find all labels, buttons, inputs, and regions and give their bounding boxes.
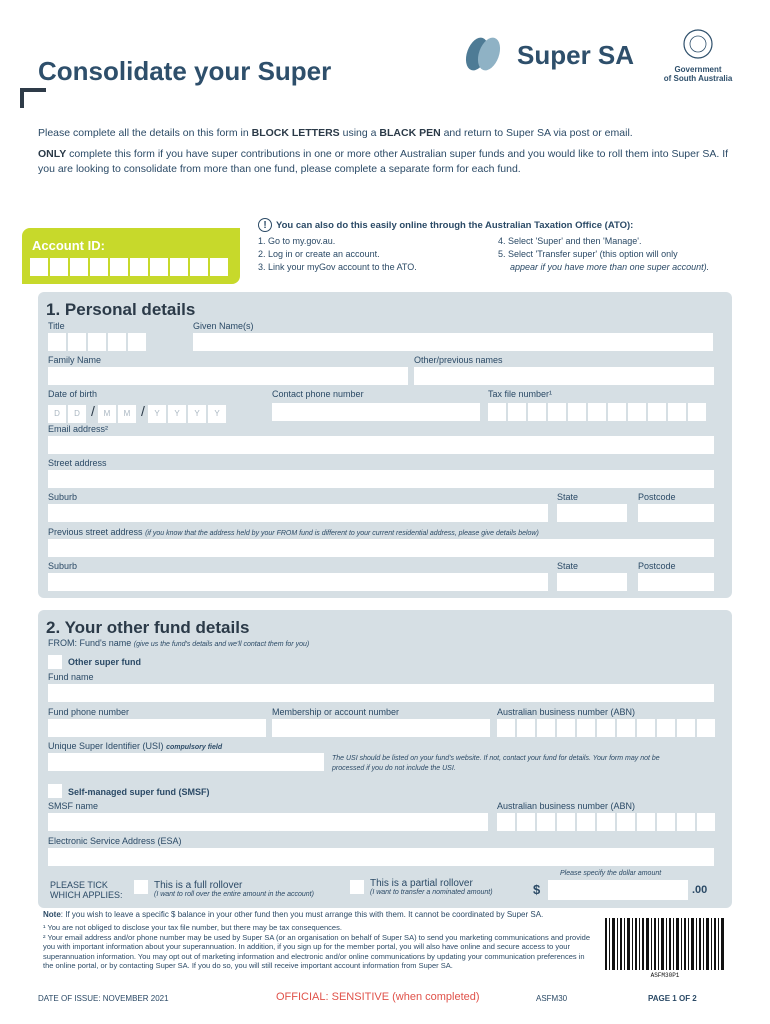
dollar-sign: $ <box>533 882 541 897</box>
phone-label: Contact phone number <box>272 389 364 399</box>
usi-input[interactable] <box>48 753 324 771</box>
brand-name: Super SA <box>517 40 635 70</box>
smsf-name-label: SMSF name <box>48 801 99 811</box>
suburb2-label: Suburb <box>48 561 78 571</box>
full-rollover-checkbox[interactable] <box>134 880 148 894</box>
account-id-label: Account ID: <box>32 238 105 253</box>
partial-rollover-checkbox[interactable] <box>350 880 364 894</box>
fund-phone-label: Fund phone number <box>48 707 130 717</box>
given-name-input[interactable] <box>193 333 713 351</box>
state-input[interactable] <box>557 504 627 522</box>
smsf-label: Self-managed super fund (SMSF) <box>68 787 210 797</box>
usi-note: The USI should be listed on your fund's website. If not, contact your fund for details. Your form may not be processed if you do not include the USI. <box>332 755 660 772</box>
fund-phone-input[interactable] <box>48 719 266 737</box>
fund-details-heading: 2. Your other fund details <box>46 618 250 637</box>
note-text: Note: If you wish to leave a specific $ balance in your other fund then you must arrange this with them. It cannot be coordinated by Super SA. <box>43 910 544 919</box>
esa-input[interactable] <box>48 848 714 866</box>
membership-input[interactable] <box>272 719 490 737</box>
from-label: FROM: Fund's name (give us the fund's details and we'll contact them for you) <box>48 638 310 648</box>
warning-icon: ! <box>258 218 272 232</box>
issue-date: DATE OF ISSUE: NOVEMBER 2021 <box>38 994 169 1003</box>
fund-name-input[interactable] <box>48 684 714 702</box>
fund-name-label: Fund name <box>48 672 94 682</box>
title-input[interactable] <box>48 333 148 356</box>
footnotes: ¹ You are not obliged to disclose your tax file number, but there may be tax consequences. ² Your email address and/or phone number may be used by Super SA (or an organisation on behalf of Super SA) to send you marketing communications and provide you with important information about your superannuation. In addition, if you sign up for the member portal, you will also have online and secure access to your superannuation information. You may opt out of marketing information and electronic and/or online communications by updating your communication preferences in the online portal, or by contacting Super SA. If you do so, you will still receive important account information from Super SA. <box>43 923 590 970</box>
smsf-name-input[interactable] <box>48 813 488 831</box>
specify-note: Please specify the dollar amount <box>560 870 662 877</box>
account-id-input[interactable] <box>30 258 228 276</box>
full-rollover-note: (I want to roll over the entire amount in the account) <box>154 891 314 898</box>
street-label: Street address <box>48 458 107 468</box>
family-name-input[interactable] <box>48 367 408 385</box>
abn2-input[interactable] <box>497 813 717 836</box>
tfn-label: Tax file number¹ <box>488 389 553 399</box>
other-super-label: Other super fund <box>68 657 142 667</box>
partial-rollover-note: (I want to transfer a nominated amount) <box>370 889 493 896</box>
abn2-label: Australian business number (ABN) <box>497 801 636 811</box>
intro-text: Please complete all the details on this form in BLOCK LETTERS using a BLACK PEN and return to Super SA via post or email. ONLY complete this form if you have super contributions in one or more other Australian super funds and you would like to roll them into Super SA. If you are looking to consolidate from more than one fund, please complete a separate form for each fund. <box>38 127 729 175</box>
membership-label: Membership or account number <box>272 707 400 717</box>
partial-rollover-label: This is a partial rollover <box>370 878 473 889</box>
other-names-label: Other/previous names <box>414 355 503 365</box>
barcode <box>605 918 725 978</box>
dob-input[interactable]: D D / M M / Y Y Y Y <box>48 403 228 423</box>
page-title: Consolidate your Super <box>38 56 332 86</box>
prev-street-label: Previous street address (if you know that the address held by your FROM fund is different to your current residential address, please give details below) <box>48 527 539 537</box>
smsf-checkbox[interactable] <box>48 784 62 798</box>
given-name-label: Given Name(s) <box>193 321 254 331</box>
postcode-input[interactable] <box>638 504 714 522</box>
state2-label: State <box>557 561 579 571</box>
other-names-input[interactable] <box>414 367 714 385</box>
gov-line-2: of South Australia <box>663 74 733 83</box>
family-name-label: Family Name <box>48 355 102 365</box>
abn-label: Australian business number (ABN) <box>497 707 636 717</box>
email-label: Email address² <box>48 424 109 434</box>
suburb-label: Suburb <box>48 492 78 502</box>
postcode2-input[interactable] <box>638 573 714 591</box>
postcode2-label: Postcode <box>638 561 676 571</box>
street-input[interactable] <box>48 470 714 488</box>
page-number: PAGE 1 OF 2 <box>648 994 697 1003</box>
personal-details-heading: 1. Personal details <box>46 300 196 319</box>
tick-label: PLEASE TICK WHICH APPLIES: <box>50 880 123 900</box>
ato-info: ! You can also do this easily online through the Australian Taxation Office (ATO): 1. Go to my.gov.au. 2. Log in or create an account. 3. Link your myGov account to the ATO. 4. Select 'Super' and then 'Manage'. 5. Select 'Transfer super' (this option will only appear if you have more than one super account). <box>258 219 710 272</box>
gov-line-1: Government <box>674 65 722 74</box>
amount-input[interactable] <box>548 880 688 900</box>
postcode-label: Postcode <box>638 492 676 502</box>
official-sensitive: OFFICIAL: SENSITIVE (when completed) <box>276 991 480 1003</box>
account-id-box <box>22 228 240 284</box>
full-rollover-label: This is a full rollover <box>154 880 243 891</box>
email-input[interactable] <box>48 436 714 454</box>
state-label: State <box>557 492 579 502</box>
tfn-input[interactable] <box>488 403 708 426</box>
cents-label: .00 <box>692 884 708 896</box>
super-sa-logo <box>455 28 745 88</box>
title-label: Title <box>48 321 65 331</box>
state2-input[interactable] <box>557 573 627 591</box>
other-super-checkbox[interactable] <box>48 655 62 669</box>
abn-input[interactable] <box>497 719 717 742</box>
dob-label: Date of birth <box>48 389 98 399</box>
form-code: ASFM30 <box>536 994 568 1003</box>
esa-label: Electronic Service Address (ESA) <box>48 836 182 846</box>
phone-input[interactable] <box>272 403 480 421</box>
suburb-input[interactable] <box>48 504 548 522</box>
corner-mark <box>20 88 46 108</box>
suburb2-input[interactable] <box>48 573 548 591</box>
usi-label: Unique Super Identifier (USI) compulsory field <box>48 741 223 751</box>
barcode-text: ASFM30P1 <box>650 972 680 978</box>
prev-street-input[interactable] <box>48 539 714 557</box>
